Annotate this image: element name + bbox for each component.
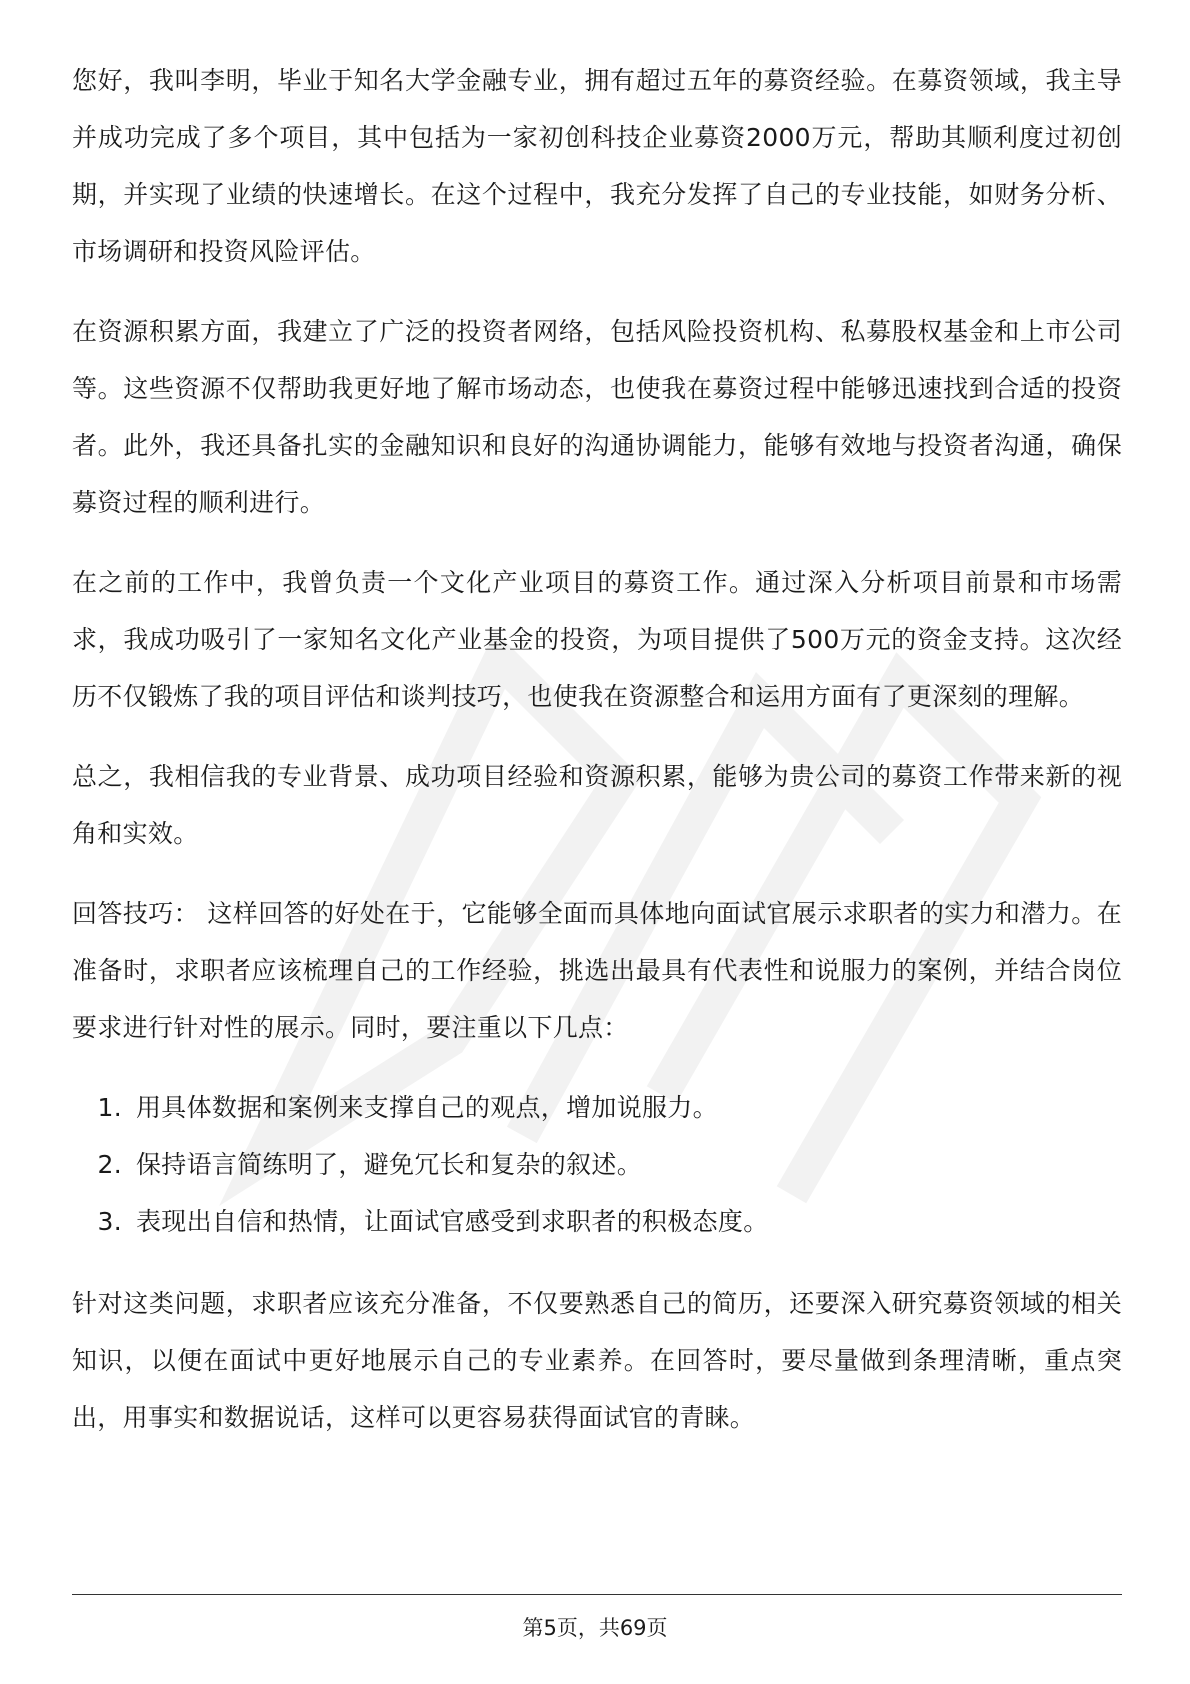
list-item — [72, 1079, 1122, 1136]
list-number: 2. — [97, 1150, 122, 1179]
paragraph-summary: 总之，我相信我的专业背景、成功项目经验和资源积累，能够为贵公司的募资工作带来新的视角和实效。 — [72, 762, 1122, 848]
page-number: 第5页，共69页 — [522, 1616, 668, 1640]
list-text: 表现出自信和热情，让面试官感受到求职者的积极态度。 — [136, 1207, 769, 1236]
paragraph-experience: 在之前的工作中，我曾负责一个文化产业项目的募资工作。通过深入分析项目前景和市场需求，我成功吸引了一家知名文化产业基金的投资，为项目提供了500万元的资金支持。这次经历不仅锻炼了我的项目评估和谈判技巧，也使我在资源整合和运用方面有了更深刻的理解。 — [72, 568, 1122, 711]
paragraph-closing: 针对这类问题，求职者应该充分准备，不仅要熟悉自己的简历，还要深入研究募资领域的相关知识，以便在面试中更好地展示自己的专业素养。在回答时，要尽量做到条理清晰，重点突出，用事实和数据说话，这样可以更容易获得面试官的青睐。 — [72, 1289, 1122, 1432]
list-number: 1. — [97, 1093, 122, 1122]
document-body — [72, 52, 1122, 1469]
list-item — [72, 1193, 1122, 1250]
footer-divider — [72, 1594, 1122, 1595]
list-text: 用具体数据和案例来支撑自己的观点，增加说服力。 — [136, 1093, 718, 1122]
list-number: 3. — [97, 1207, 122, 1236]
list-text: 保持语言简练明了，避免冗长和复杂的叙述。 — [136, 1150, 643, 1179]
paragraph-answer-tips: 回答技巧： 这样回答的好处在于，它能够全面而具体地向面试官展示求职者的实力和潜力。在准备时，求职者应该梳理自己的工作经验，挑选出最具有代表性和说服力的案例，并结合岗位要求进行针对性的展示。同时，要注重以下几点： — [72, 899, 1122, 1042]
paragraph-intro: 您好，我叫李明，毕业于知名大学金融专业，拥有超过五年的募资经验。在募资领域，我主导并成功完成了多个项目，其中包括为一家初创科技企业募资2000万元，帮助其顺利度过初创期，并实现了业绩的快速增长。在这个过程中，我充分发挥了自己的专业技能，如财务分析、市场调研和投资风险评估。 — [72, 66, 1122, 266]
tips-list — [72, 1079, 1122, 1250]
paragraph-resources: 在资源积累方面，我建立了广泛的投资者网络，包括风险投资机构、私募股权基金和上市公司等。这些资源不仅帮助我更好地了解市场动态，也使我在募资过程中能够迅速找到合适的投资者。此外，我还具备扎实的金融知识和良好的沟通协调能力，能够有效地与投资者沟通，确保募资过程的顺利进行。 — [72, 317, 1122, 517]
list-item — [72, 1136, 1122, 1193]
